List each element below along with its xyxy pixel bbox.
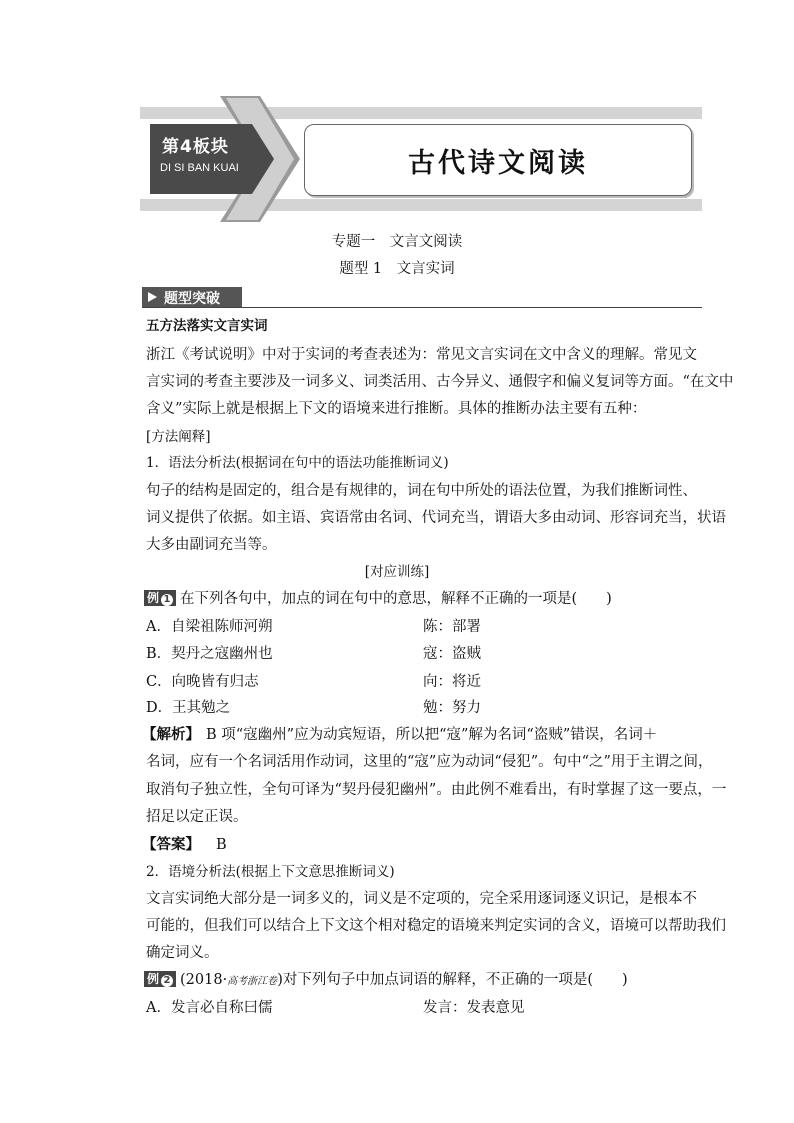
intro-line-2: 言实词的考查主要涉及一词多义、词类活用、古今异义、通假字和偏义复词等方面。“在文中 [146, 374, 734, 390]
example2-optionA: A．发言必自称曰儒 [146, 1000, 273, 1016]
analysis-line-4: 招足以定正误。 [146, 809, 248, 825]
method2-title: 2．语境分析法(根据上下文意思推断词义) [146, 864, 395, 880]
method1-line-1: 句子的结构是固定的，组合是有规律的，词在句中所处的语法位置，为我们推断词性、 [146, 483, 697, 499]
example2-badge [144, 971, 176, 987]
analysis-line-2: 名词，应有一个名词活用作动词，这里的“寇”应为动词“侵犯”。句中“之”用于主谓之间， [146, 754, 713, 770]
section-tag [142, 287, 242, 307]
section-divider [142, 307, 702, 308]
page-title: 古代诗文阅读 [408, 147, 588, 179]
intro-line-1: 浙江《考试说明》中对于实词的考查表述为：常见文言实词在文中含义的理解。常见文 [146, 347, 697, 363]
example2-badge-text: 例 [147, 972, 160, 986]
section-tag-label: 题型突破 [164, 291, 220, 307]
example1-optionC: C．向晚皆有归志 [146, 674, 259, 690]
type-heading: 题型 1 文言实词 [339, 261, 455, 277]
example1-badge-number: 1 [161, 594, 173, 606]
example1-question-row [144, 589, 612, 609]
method1-line-3: 大多由副词充当等。 [146, 537, 277, 553]
chapter-banner [140, 96, 702, 222]
example1-optionA: A．自梁祖陈师河朔 [146, 619, 273, 635]
example2-badge-number: 2 [161, 975, 173, 987]
analysis-label: 【解析】 [142, 726, 200, 743]
method2-line-3: 确定词义。 [146, 945, 219, 961]
method2-line-2: 可能的，但我们可以结合上下文这个相对稳定的语境来判定实词的含义，语境可以帮助我们 [146, 918, 726, 934]
example2-question-row [144, 970, 628, 992]
block-pinyin-text: DI SI BAN KUAI [160, 162, 239, 174]
example1-optionB-gloss: 寇：盗贼 [423, 646, 481, 662]
method2-line-1: 文言实词绝大部分是一词多义的，词义是不定项的，完全采用逐词逐义识记，是根本不 [146, 891, 697, 907]
example2-question: )对下列句子中加点词语的解释，不正确的一项是( ) [277, 972, 628, 988]
example2-source: 高考浙江卷 [227, 976, 278, 987]
block-number-text: 第4板块 [162, 137, 229, 157]
example1-optionD-gloss: 勉：努力 [423, 700, 481, 716]
intro-line-3: 含义”实际上就是根据上下文的语境来进行推断。具体的推断办法主要有五种： [146, 401, 647, 417]
training-label: [对应训练] [364, 564, 430, 580]
play-arrow-icon [148, 292, 157, 302]
answer-label: 【答案】 [142, 836, 200, 853]
method1-line-2: 词义提供了依据。如主语、宾语常由名词、代词充当，谓语大多由动词、形容词充当，状语 [146, 510, 726, 526]
example2-year: (2018· [180, 972, 228, 988]
example1-optionD: D．王其勉之 [146, 700, 231, 716]
intro-heading: 五方法落实文言实词 [146, 318, 268, 334]
example1-question: 在下列各句中，加点的词在句中的意思，解释不正确的一项是( ) [180, 591, 612, 607]
example1-optionC-gloss: 向：将近 [423, 674, 481, 690]
analysis-line-1: B 项“寇幽州”应为动宾短语，所以把“寇”解为名词“盗贼”错误，名词＋ [206, 727, 658, 743]
example1-optionA-gloss: 陈：部署 [423, 619, 481, 635]
example2-optionA-gloss: 发言：发表意见 [423, 1000, 525, 1016]
block-label [152, 126, 258, 190]
method-label: [方法阐释] [146, 429, 211, 445]
answer-value: B [216, 837, 227, 853]
answer-row [142, 835, 227, 855]
analysis-line-1-row [142, 725, 657, 745]
topic-heading: 专题一 文言文阅读 [331, 234, 463, 250]
example1-badge-text: 例 [147, 591, 160, 605]
analysis-line-3: 取消句子独立性，全句可译为“契丹侵犯幽州”。由此例不难看出，有时掌握了这一要点，一 [146, 782, 727, 798]
example1-badge [144, 590, 176, 606]
title-box [304, 124, 692, 196]
example1-optionB: B．契丹之寇幽州也 [146, 646, 273, 662]
method1-title: 1．语法分析法(根据词在句中的语法功能推断词义) [146, 455, 449, 471]
